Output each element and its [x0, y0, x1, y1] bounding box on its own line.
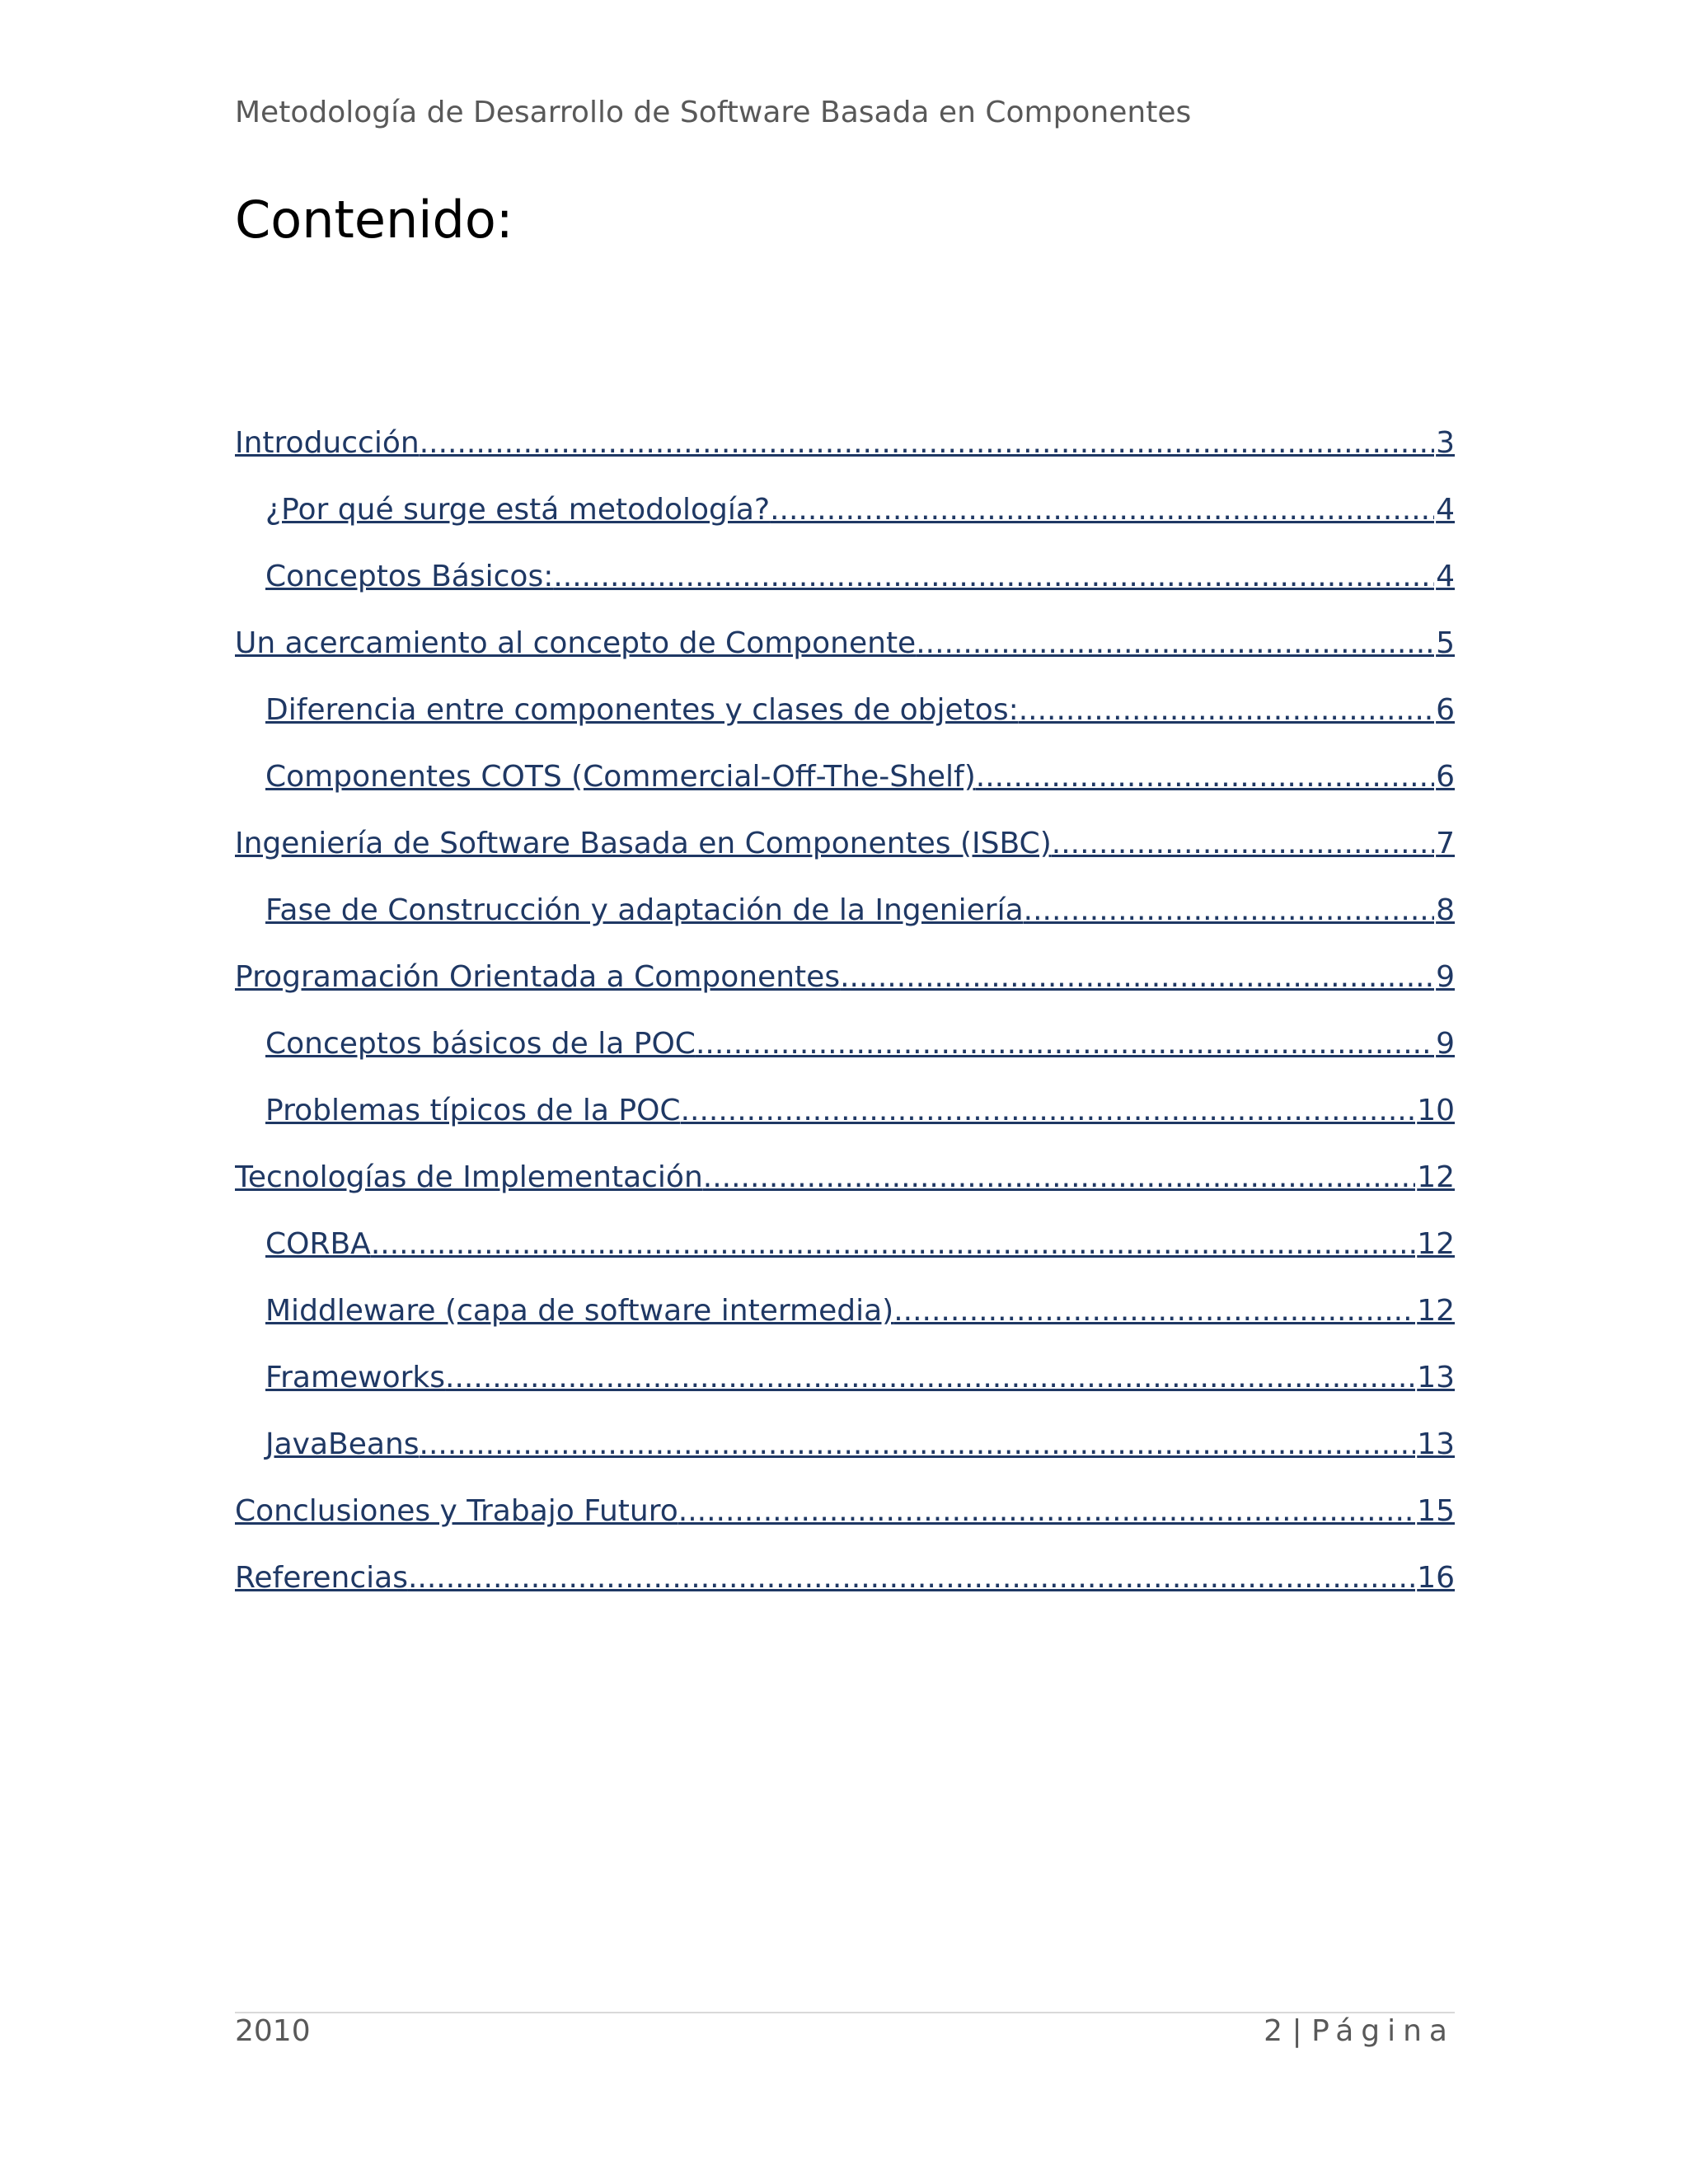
toc-entry-isbc[interactable]	[235, 798, 1455, 865]
toc-leader-dots	[916, 623, 1434, 664]
toc-entry-frameworks[interactable]	[235, 1332, 1455, 1399]
toc-entry-text: Conclusiones y Trabajo Futuro	[235, 1494, 678, 1528]
toc-page-number: 16	[1417, 1561, 1455, 1595]
toc-entry-text: CORBA	[265, 1227, 371, 1261]
toc-leader-dots	[840, 957, 1434, 998]
toc-page-number: 3	[1436, 426, 1455, 460]
toc-entry-text: Conceptos Básicos:	[265, 560, 554, 593]
toc-entry-tecnologias-implementacion[interactable]	[235, 1132, 1455, 1198]
toc-entry-text: Frameworks	[265, 1361, 446, 1394]
toc-page-number: 9	[1436, 1027, 1455, 1061]
toc-leader-dots	[703, 1157, 1415, 1198]
toc-page-number: 12	[1417, 1227, 1455, 1261]
toc-entry-text: Problemas típicos de la POC	[265, 1094, 681, 1127]
toc-leader-dots	[408, 1558, 1415, 1599]
toc-entry-componentes-cots[interactable]	[235, 731, 1455, 798]
toc-entry-problemas-poc[interactable]	[235, 1065, 1455, 1132]
toc-leader-dots	[553, 556, 1434, 598]
toc-leader-dots	[976, 757, 1434, 798]
footer-separator: |	[1292, 2014, 1302, 2048]
toc-leader-dots	[420, 423, 1434, 464]
toc-entry-por-que-surge[interactable]	[235, 464, 1455, 531]
toc-leader-dots	[1024, 890, 1434, 931]
toc-entry-text: ¿Por qué surge está metodología?	[265, 493, 771, 527]
toc-entry-diferencia-componentes-clases[interactable]	[235, 664, 1455, 731]
toc-leader-dots	[420, 1424, 1416, 1465]
toc-page-number: 13	[1417, 1427, 1455, 1461]
toc-entry-conceptos-poc[interactable]	[235, 998, 1455, 1065]
toc-page-number: 5	[1436, 626, 1455, 660]
footer-divider	[235, 2012, 1455, 2013]
footer-year: 2010	[235, 2014, 311, 2048]
toc-leader-dots	[371, 1224, 1415, 1265]
toc-entry-corba[interactable]	[235, 1198, 1455, 1265]
toc-leader-dots	[678, 1491, 1415, 1532]
toc-entry-text: Programación Orientada a Componentes	[235, 960, 841, 994]
toc-entry-middleware[interactable]	[235, 1265, 1455, 1332]
toc-entry-acercamiento-componente[interactable]	[235, 598, 1455, 664]
table-of-contents	[235, 397, 1455, 1599]
toc-page-number: 6	[1436, 760, 1455, 794]
toc-entry-javabeans[interactable]	[235, 1399, 1455, 1465]
toc-leader-dots	[1052, 823, 1434, 865]
toc-entry-fase-construccion[interactable]	[235, 865, 1455, 931]
toc-entry-text: Diferencia entre componentes y clases de objetos:	[265, 693, 1019, 727]
toc-leader-dots	[893, 1291, 1415, 1332]
toc-entry-text: Introducción	[235, 426, 420, 460]
toc-entry-programacion-orientada[interactable]	[235, 931, 1455, 998]
footer-page-number: 2	[1264, 2014, 1283, 2048]
toc-page-number: 4	[1436, 560, 1455, 593]
toc-entry-conceptos-basicos[interactable]	[235, 531, 1455, 598]
toc-leader-dots	[1019, 690, 1434, 731]
footer-page-indicator	[1264, 2014, 1455, 2048]
toc-entry-text: Referencias	[235, 1561, 408, 1595]
toc-entry-introduccion[interactable]	[235, 397, 1455, 464]
toc-entry-text: Tecnologías de Implementación	[235, 1160, 703, 1194]
toc-page-number: 10	[1417, 1094, 1455, 1127]
toc-page-number: 12	[1417, 1160, 1455, 1194]
toc-page-number: 9	[1436, 960, 1455, 994]
toc-page-number: 12	[1417, 1294, 1455, 1328]
toc-title: Contenido:	[235, 190, 513, 250]
toc-entry-referencias[interactable]	[235, 1532, 1455, 1599]
running-header: Metodología de Desarrollo de Software Basada en Componentes	[235, 96, 1192, 129]
toc-entry-text: Ingeniería de Software Basada en Componentes (ISBC)	[235, 827, 1052, 860]
toc-page-number: 15	[1417, 1494, 1455, 1528]
toc-page-number: 6	[1436, 693, 1455, 727]
toc-page-number: 13	[1417, 1361, 1455, 1394]
toc-entry-text: Fase de Construcción y adaptación de la Ingeniería	[265, 893, 1024, 927]
toc-leader-dots	[770, 490, 1434, 531]
toc-page-number: 8	[1436, 893, 1455, 927]
toc-page-number: 7	[1436, 827, 1455, 860]
footer-page-label: Página	[1311, 2014, 1455, 2048]
toc-leader-dots	[696, 1024, 1434, 1065]
toc-entry-text: Conceptos básicos de la POC	[265, 1027, 696, 1061]
toc-entry-text: Un acercamiento al concepto de Componente	[235, 626, 917, 660]
toc-entry-text: Componentes COTS (Commercial-Off-The-Shelf)	[265, 760, 976, 794]
toc-entry-conclusiones[interactable]	[235, 1465, 1455, 1532]
toc-entry-text: Middleware (capa de software intermedia)	[265, 1294, 894, 1328]
toc-leader-dots	[681, 1090, 1416, 1132]
toc-page-number: 4	[1436, 493, 1455, 527]
toc-leader-dots	[445, 1357, 1415, 1399]
toc-entry-text: JavaBeans	[265, 1427, 420, 1461]
